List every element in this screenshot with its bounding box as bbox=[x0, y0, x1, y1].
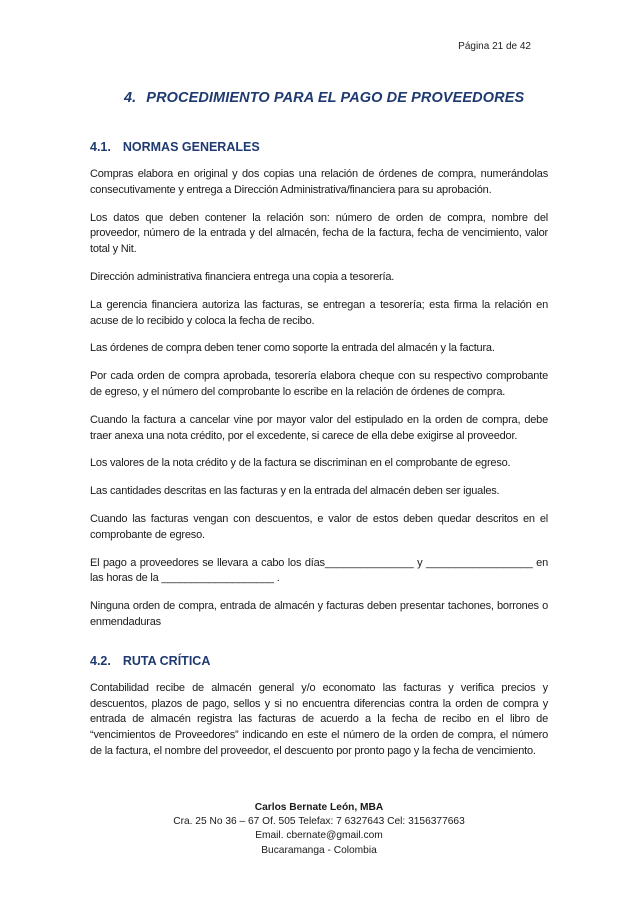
footer-email: Email. cbernate@gmail.com bbox=[255, 830, 383, 842]
paragraph: Ninguna orden de compra, entrada de almacén y facturas deben presentar tachones, borrones o enmendaduras bbox=[90, 600, 548, 628]
paragraph: La gerencia financiera autoriza las facturas, se entregan a tesorería; esta firma la relación en acuse de lo recibido y coloca la fecha de recibo. bbox=[90, 298, 548, 327]
subsection-title: NORMAS GENERALES bbox=[122, 140, 260, 154]
section-title-text: PROCEDIMIENTO PARA EL PAGO DE PROVEEDORES bbox=[146, 90, 525, 106]
document-body bbox=[90, 140, 548, 772]
footer-city: Bucaramanga - Colombia bbox=[261, 844, 377, 856]
subsection-number: 4.2. bbox=[90, 653, 111, 668]
paragraph: El pago a proveedores se llevara a cabo los días_______________ y __________________ en las horas de la ___________________ . bbox=[90, 556, 548, 585]
paragraph: Los valores de la nota crédito y de la factura se discriminan en el comprobante de egreso. bbox=[90, 457, 511, 470]
paragraph: Las órdenes de compra deben tener como soporte la entrada del almacén y la factura. bbox=[90, 342, 495, 355]
page-number: Página 21 de 42 bbox=[458, 41, 531, 52]
paragraph: Dirección administrativa financiera entrega una copia a tesorería. bbox=[90, 270, 395, 283]
subsection-number: 4.1. bbox=[90, 140, 111, 154]
paragraph: Las cantidades descritas en las facturas y en la entrada del almacén deben ser iguales. bbox=[90, 485, 500, 498]
page-footer bbox=[0, 801, 638, 858]
paragraph: Por cada orden de compra aprobada, tesorería elabora cheque con su respectivo comprobante de egreso, y el número del comprobante lo escribe en la relación de órdenes de compra. bbox=[90, 370, 548, 398]
subsection-heading-normas bbox=[90, 140, 548, 154]
paragraph: Compras elabora en original y dos copias una relación de órdenes de compra, numerándolas consecutivamente y entrega a Dirección Administrativa/financiera para su aprobación. bbox=[90, 168, 548, 196]
paragraph: Cuando la factura a cancelar vine por mayor valor del estipulado en la orden de compra, debe traer anexa una nota crédito, por el excedente, si carece de ella debe exigirse al proveedor. bbox=[90, 413, 548, 442]
footer-author-name: Carlos Bernate León, MBA bbox=[254, 802, 384, 813]
paragraph: Los datos que deben contener la relación son: número de orden de compra, nombre del proveedor, número de la entrada y del almacén, fecha de la factura, fecha de vencimiento, valor total y Nit. bbox=[90, 211, 548, 256]
subsection-title: RUTA CRÍTICA bbox=[122, 653, 211, 668]
section-number: 4. bbox=[124, 90, 137, 106]
paragraph: Contabilidad recibe de almacén general y/o economato las facturas y verifica precios y descuentos, plazos de pago, sellos y si no encuentra diferencias contra la orden de compra y entrada de almacén registra las facturas de acuerdo a la fecha de recibo en el libro de “vencimientos de Proveedores” indicando en este el número de la orden de compra, el número de la factura, el nombre del proveedor, el descuento por pronto pago y la fecha de vencimiento. bbox=[90, 681, 548, 757]
section-title bbox=[124, 90, 524, 106]
paragraph: Cuando las facturas vengan con descuentos, e valor de estos deben quedar descritos en el comprobante de egreso. bbox=[90, 512, 548, 541]
footer-address: Cra. 25 No 36 – 67 Of. 505 Telefax: 7 6327643 Cel: 3156377663 bbox=[173, 816, 465, 828]
subsection-heading-ruta-critica bbox=[90, 654, 548, 668]
